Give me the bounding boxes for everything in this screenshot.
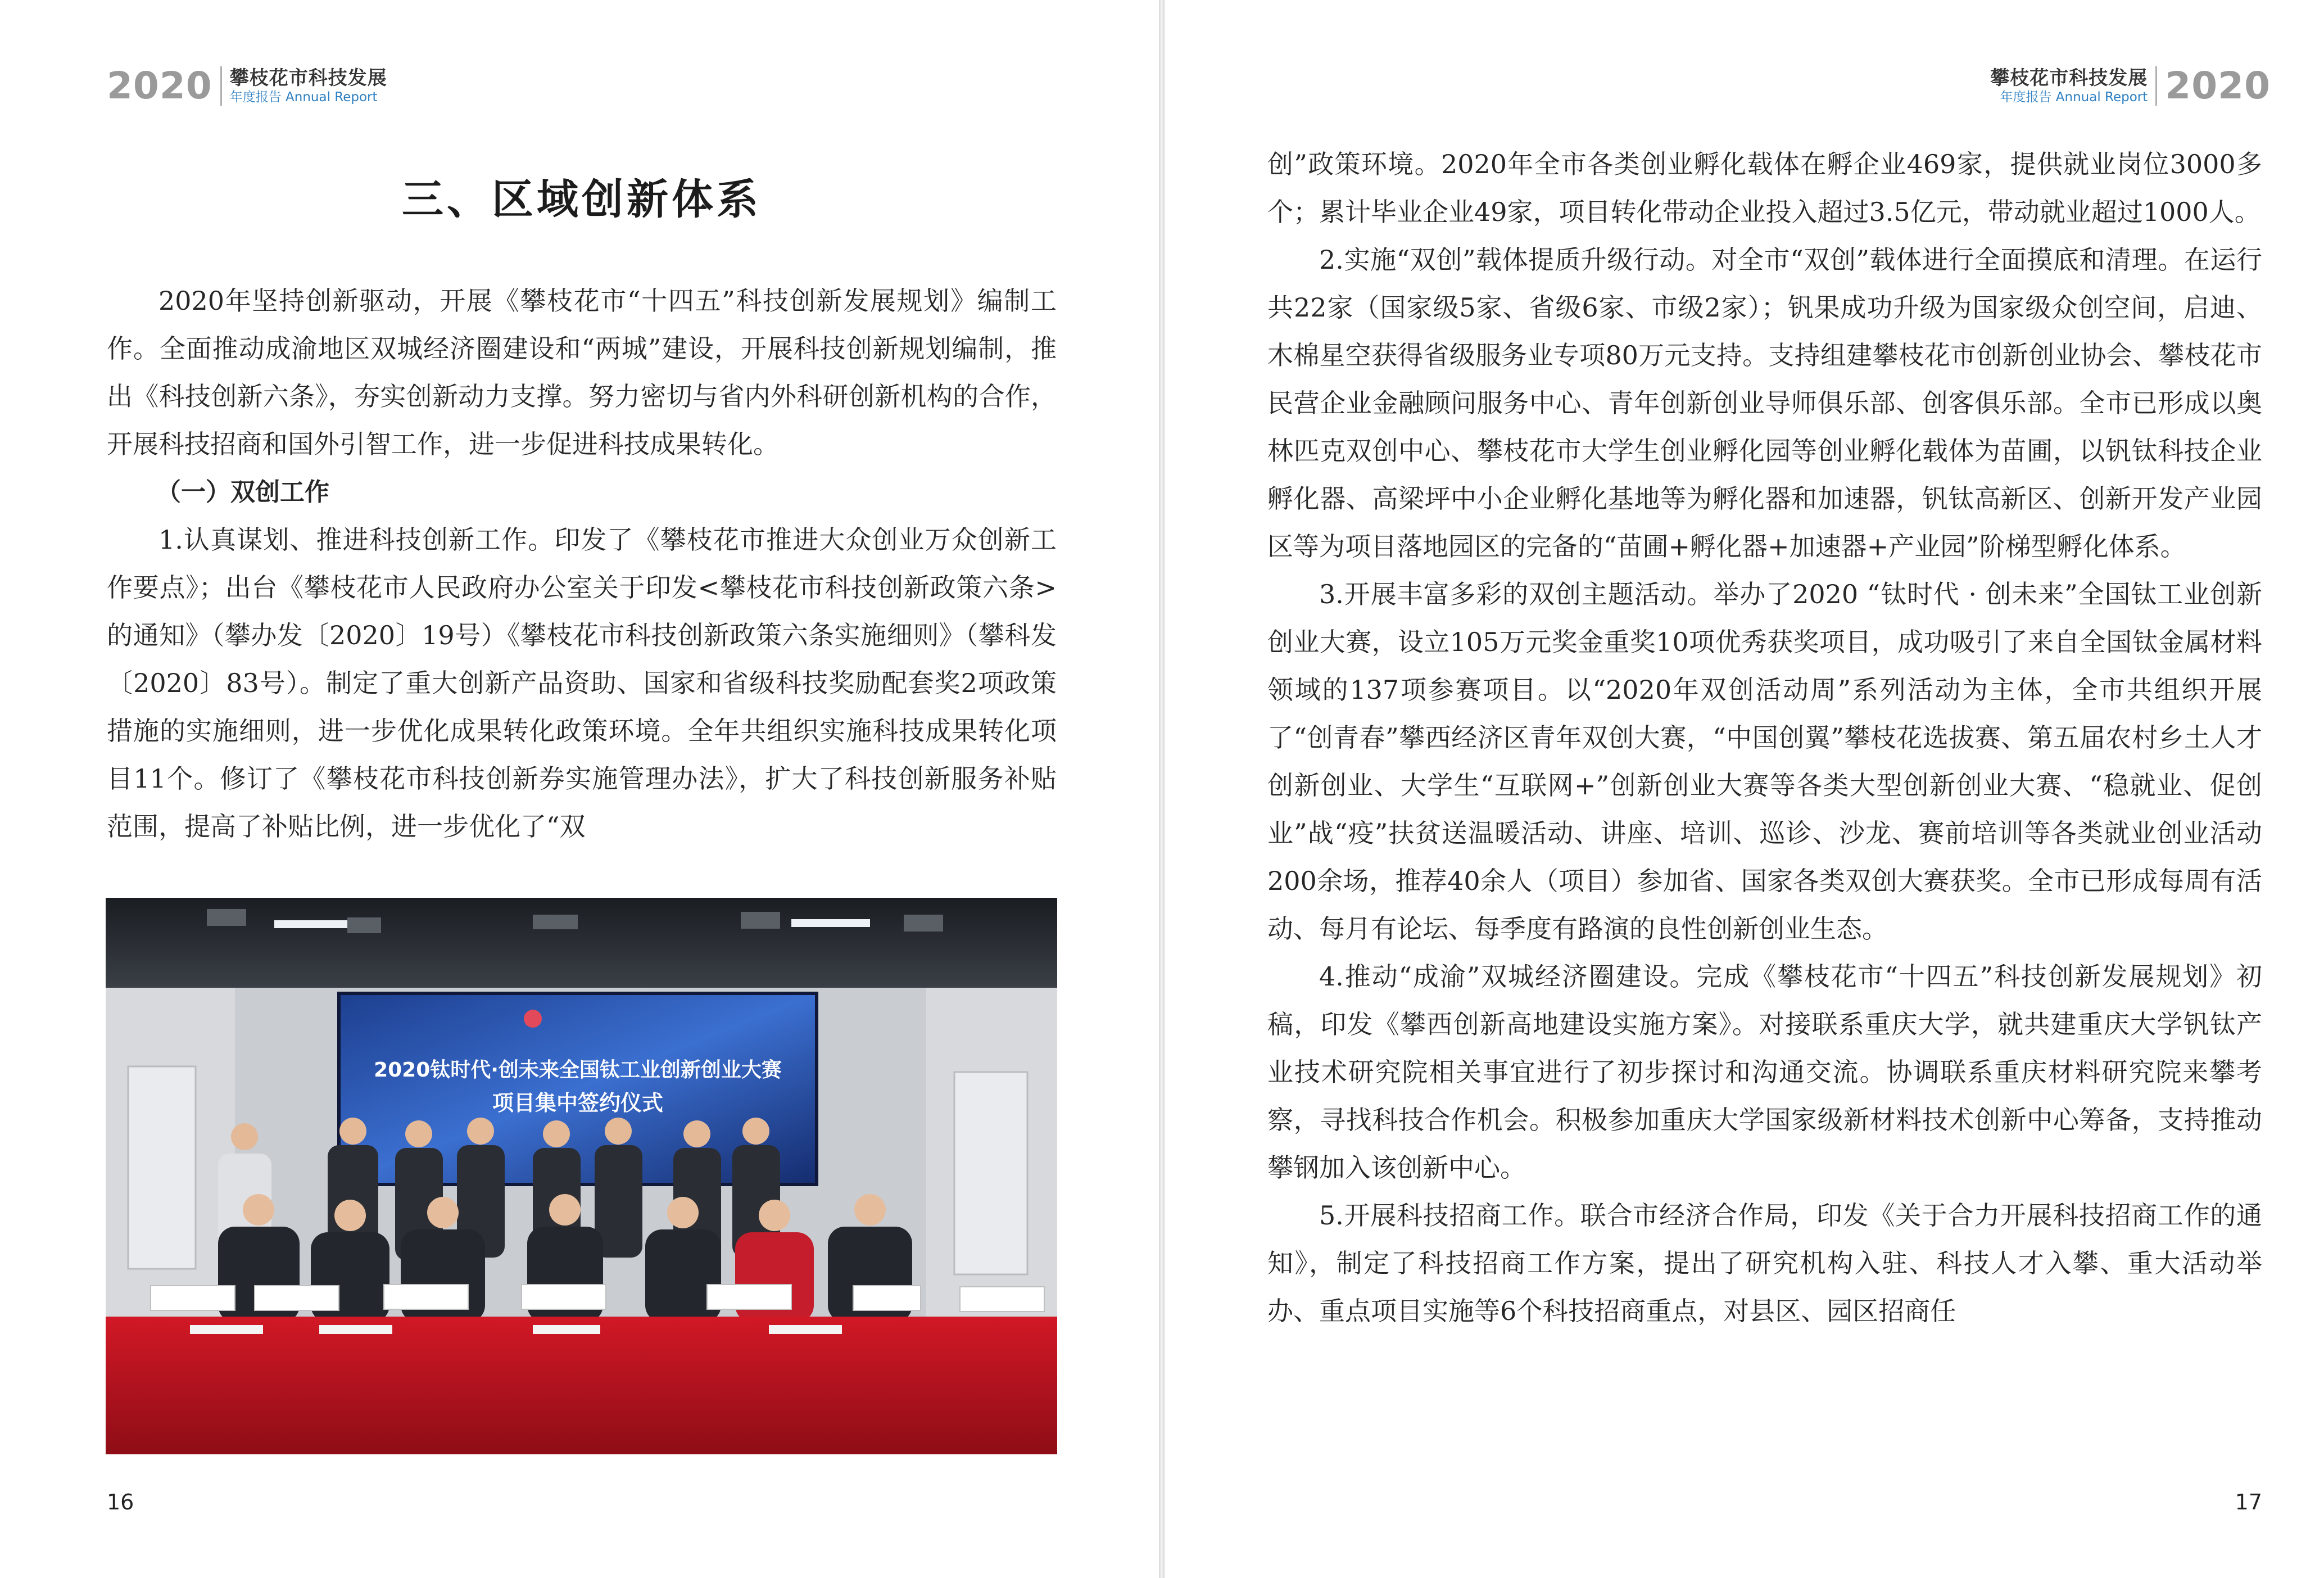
header-divider: [2155, 66, 2157, 106]
running-header-left: [107, 66, 387, 106]
header-year: 2020: [2165, 64, 2271, 107]
page-number-right: 17: [2235, 1490, 2262, 1514]
header-title: 攀枝花市科技发展: [229, 67, 387, 89]
signing-ceremony-photo: [106, 898, 1057, 1454]
right-page: [1165, 0, 2324, 1578]
header-year: 2020: [107, 64, 212, 107]
item-3-paragraph: 3.开展丰富多彩的双创主题活动。举办了2020 “钛时代 · 创未来”全国钛工业创新创业大赛，设立105万元奖金重奖10项优秀获奖项目，成功吸引了来自全国钛金属材料领域的137项参赛项目。以“2020年双创活动周”系列活动为主体，全市共组织开展了“创青春”攀西经济区青年双创大赛，“中国创翼”攀枝花选拔赛、第五届农村乡土人才创新创业、大学生“互联网+”创新创业大赛等各类大型创新创业大赛、“稳就业、促创业”战“疫”扶贫送温暖活动、讲座、培训、巡诊、沙龙、赛前培训等各类就业创业活动200余场，推荐40余人（项目）参加省、国家各类双创大赛获奖。全市已形成每周有活动、每月有论坛、每季度有路演的良性创新创业生态。: [1267, 579, 2262, 944]
item-1-paragraph: 1.认真谋划、推进科技创新工作。印发了《攀枝花市推进大众创业万众创新工作要点》；出台《攀枝花市人民政府办公室关于印发<攀枝花市科技创新政策六条>的通知》（攀办发〔2020〕19号）《攀枝花市科技创新政策六条实施细则》（攀科发〔2020〕83号）。制定了重大创新产品资助、国家和省级科技奖励配套奖2项政策措施的实施细则，进一步优化成果转化政策环境。全年共组织实施科技成果转化项目11个。修订了《攀枝花市科技创新券实施管理办法》，扩大了科技创新服务补贴范围，提高了补贴比例，进一步优化了“双: [107, 525, 1057, 842]
header-divider: [220, 66, 222, 106]
screen-subheadline: 项目集中签约仪式: [492, 1091, 664, 1115]
header-subtitle: 年度报告 Annual Report: [2000, 90, 2148, 105]
item-2-paragraph: 2.实施“双创”载体提质升级行动。对全市“双创”载体进行全面摸底和清理。在运行共22家（国家级5家、省级6家、市级2家）；钒果成功升级为国家级众创空间，启迪、木棉星空获得省级服务业专项80万元支持。支持组建攀枝花市创新创业协会、攀枝花市民营企业金融顾问服务中心、青年创新创业导师俱乐部、创客俱乐部。全市已形成以奥林匹克双创中心、攀枝花市大学生创业孵化园等创业孵化载体为苗圃，以钒钛科技企业孵化器、高梁坪中小企业孵化基地等为孵化器和加速器，钒钛高新区、创新开发产业园区等为项目落地园区的完备的“苗圃+孵化器+加速器+产业园”阶梯型孵化体系。: [1267, 245, 2262, 562]
item-5-paragraph: 5.开展科技招商工作。联合市经济合作局，印发《关于合力开展科技招商工作的通知》，制定了科技招商工作方案，提出了研究机构入驻、科技人才入攀、重大活动举办、重点项目实施等6个科技招商重点，对县区、园区招商任: [1267, 1200, 2262, 1326]
header-title: 攀枝花市科技发展: [1990, 67, 2148, 89]
left-body-text: [107, 277, 1057, 851]
running-header-right: [1990, 66, 2271, 106]
page-number-left: 16: [107, 1490, 134, 1514]
header-titles: [230, 67, 387, 105]
intro-paragraph: 2020年坚持创新驱动，开展《攀枝花市“十四五”科技创新发展规划》编制工作。全面推动成渝地区双城经济圈建设和“两城”建设，开展科技创新规划编制，推出《科技创新六条》，夯实创新动力支撑。努力密切与省内外科研创新机构的合作，开展科技招商和国外引智工作，进一步促进科技成果转化。: [107, 286, 1057, 459]
section-heading: （一）双创工作: [156, 478, 329, 507]
right-body-text: [1267, 141, 2262, 1335]
continuation-paragraph: 创”政策环境。2020年全市各类创业孵化载体在孵企业469家，提供就业岗位3000多个；累计毕业企业49家，项目转化带动企业投入超过3.5亿元，带动就业超过1000人。: [1267, 149, 2262, 227]
chapter-title: 三、区域创新体系: [402, 175, 762, 224]
header-titles: [1990, 67, 2148, 105]
book-gutter: [1159, 0, 1165, 1578]
left-page: [0, 0, 1159, 1578]
screen-headline: 2020钛时代·创未来全国钛工业创新创业大赛: [374, 1059, 782, 1082]
item-4-paragraph: 4.推动“成渝”双城经济圈建设。完成《攀枝花市“十四五”科技创新发展规划》初稿，印发《攀西创新高地建设实施方案》。对接联系重庆大学，就共建重庆大学钒钛产业技术研究院相关事宜进行了初步探讨和沟通交流。协调联系重庆材料研究院来攀考察，寻找科技合作机会。积极参加重庆大学国家级新材料技术创新中心筹备，支持推动攀钢加入该创新中心。: [1267, 961, 2262, 1183]
photo-illustration: [106, 898, 1057, 1454]
header-subtitle: 年度报告 Annual Report: [229, 90, 378, 105]
